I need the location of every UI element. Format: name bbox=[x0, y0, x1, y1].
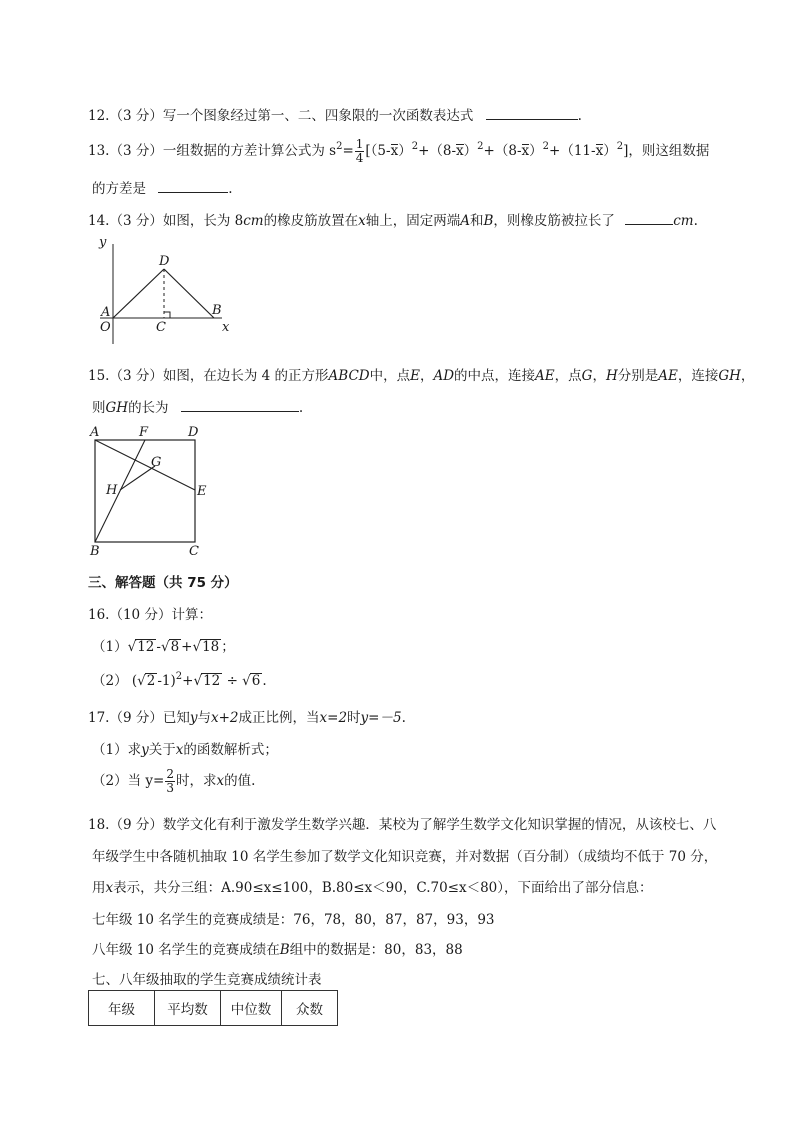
label-A: A bbox=[101, 305, 111, 320]
question-17-part-2: （2）当 y= $\frac{2}{3}$ 时，求x的值. bbox=[92, 767, 256, 795]
stats-table-title: 七、八年级抽取的学生竞赛成绩统计表 bbox=[92, 972, 322, 988]
question-16-part-1: （1）√12 -√8 +√18 ； bbox=[92, 639, 235, 655]
q12-answer-blank[interactable] bbox=[486, 105, 578, 120]
label-C: C bbox=[189, 544, 199, 559]
header-grade: 年级 bbox=[89, 991, 155, 1026]
header-mean: 平均数 bbox=[155, 991, 221, 1026]
label-B: B bbox=[212, 303, 222, 318]
question-16-part-2: （2） (√2 -1)$^2$+√12 ÷ √6 . bbox=[92, 671, 267, 689]
x-bar: x bbox=[390, 143, 399, 159]
segment-DB bbox=[164, 269, 214, 318]
label-H: H bbox=[106, 483, 118, 498]
label-D: D bbox=[159, 254, 170, 269]
grade8-scores: 八年级 10 名学生的竞赛成绩在B组中的数据是：80，83，88 bbox=[92, 942, 463, 958]
question-17: 17.（9 分）已知y与x+2成正比例，当x=2时y=－5. bbox=[88, 710, 406, 726]
q12-text: 12.（3 分）写一个图象经过第一、二、四象限的一次函数表达式 bbox=[88, 108, 474, 124]
label-y: y bbox=[99, 235, 107, 250]
section-3-title: 三、解答题（共 75 分） bbox=[88, 575, 238, 591]
two-thirds-fraction: $\frac{2}{3}$ bbox=[166, 767, 174, 795]
label-A: A bbox=[90, 425, 100, 440]
question-14: 14.（3 分）如图，长为 8cm的橡皮筋放置在x轴上，固定两端A和B，则橡皮筋被拉长了 cm. bbox=[88, 209, 698, 229]
right-angle-mark bbox=[164, 312, 170, 318]
question-18-line-2: 年级学生中各随机抽取 10 名学生参加了数学文化知识竞赛，并对数据（百分制）（成绩均不低于 70 分， bbox=[92, 849, 718, 865]
segment-BF bbox=[95, 440, 145, 542]
question-17-part-1: （1）求y关于x的函数解析式； bbox=[92, 742, 278, 758]
question-18-line-3: 用x表示，共分三组：A.90≤x≤100，B.80≤x＜90，C.70≤x＜80），下面给出了部分信息： bbox=[92, 880, 653, 896]
question-16: 16.（10 分）计算： bbox=[88, 607, 212, 623]
label-E: E bbox=[197, 484, 207, 499]
label-D: D bbox=[188, 425, 199, 440]
q15-answer-blank[interactable] bbox=[181, 397, 299, 412]
question-18-line-1: 18.（9 分）数学文化有利于激发学生数学兴趣．某校为了解学生数学文化知识掌握的情况，从该校七、八 bbox=[88, 817, 717, 833]
segment-GH bbox=[120, 466, 155, 490]
figure-14 bbox=[90, 234, 250, 354]
q13-answer-blank[interactable] bbox=[158, 178, 228, 193]
question-15: 15.（3 分）如图，在边长为 4 的正方形ABCD中，点E，AD的中点，连接AE，点G，H分别是AE，连接GH， bbox=[88, 368, 755, 384]
stats-table bbox=[88, 990, 338, 1026]
question-12: 12.（3 分）写一个图象经过第一、二、四象限的一次函数表达式 . bbox=[88, 104, 582, 124]
table-header-row bbox=[89, 991, 338, 1026]
label-O: O bbox=[100, 320, 111, 335]
label-B: B bbox=[90, 544, 100, 559]
one-quarter-fraction: $\frac{1}{4}$ bbox=[355, 137, 364, 165]
header-mode: 众数 bbox=[282, 991, 338, 1026]
question-13: 13.（3 分）一组数据的方差计算公式为 $s^2=$ $\frac{1}{4}$ $[(5-x)^2+(8-x)^2+(8-x)^2+(11-x)^2]$，则这组数据 bbox=[88, 137, 710, 165]
segment-AD bbox=[113, 269, 164, 318]
label-G: G bbox=[151, 455, 162, 470]
grade7-scores: 七年级 10 名学生的竞赛成绩是：76，78，80，87，87，93，93 bbox=[92, 912, 495, 928]
question-13-line2: 的方差是 . bbox=[92, 177, 233, 197]
label-x: x bbox=[222, 320, 230, 335]
label-C: C bbox=[156, 320, 166, 335]
figure-15 bbox=[88, 424, 218, 559]
q14-answer-blank[interactable] bbox=[625, 210, 673, 225]
question-15-line2: 则GH的长为 . bbox=[92, 396, 303, 416]
header-median: 中位数 bbox=[221, 991, 282, 1026]
label-F: F bbox=[139, 425, 149, 440]
